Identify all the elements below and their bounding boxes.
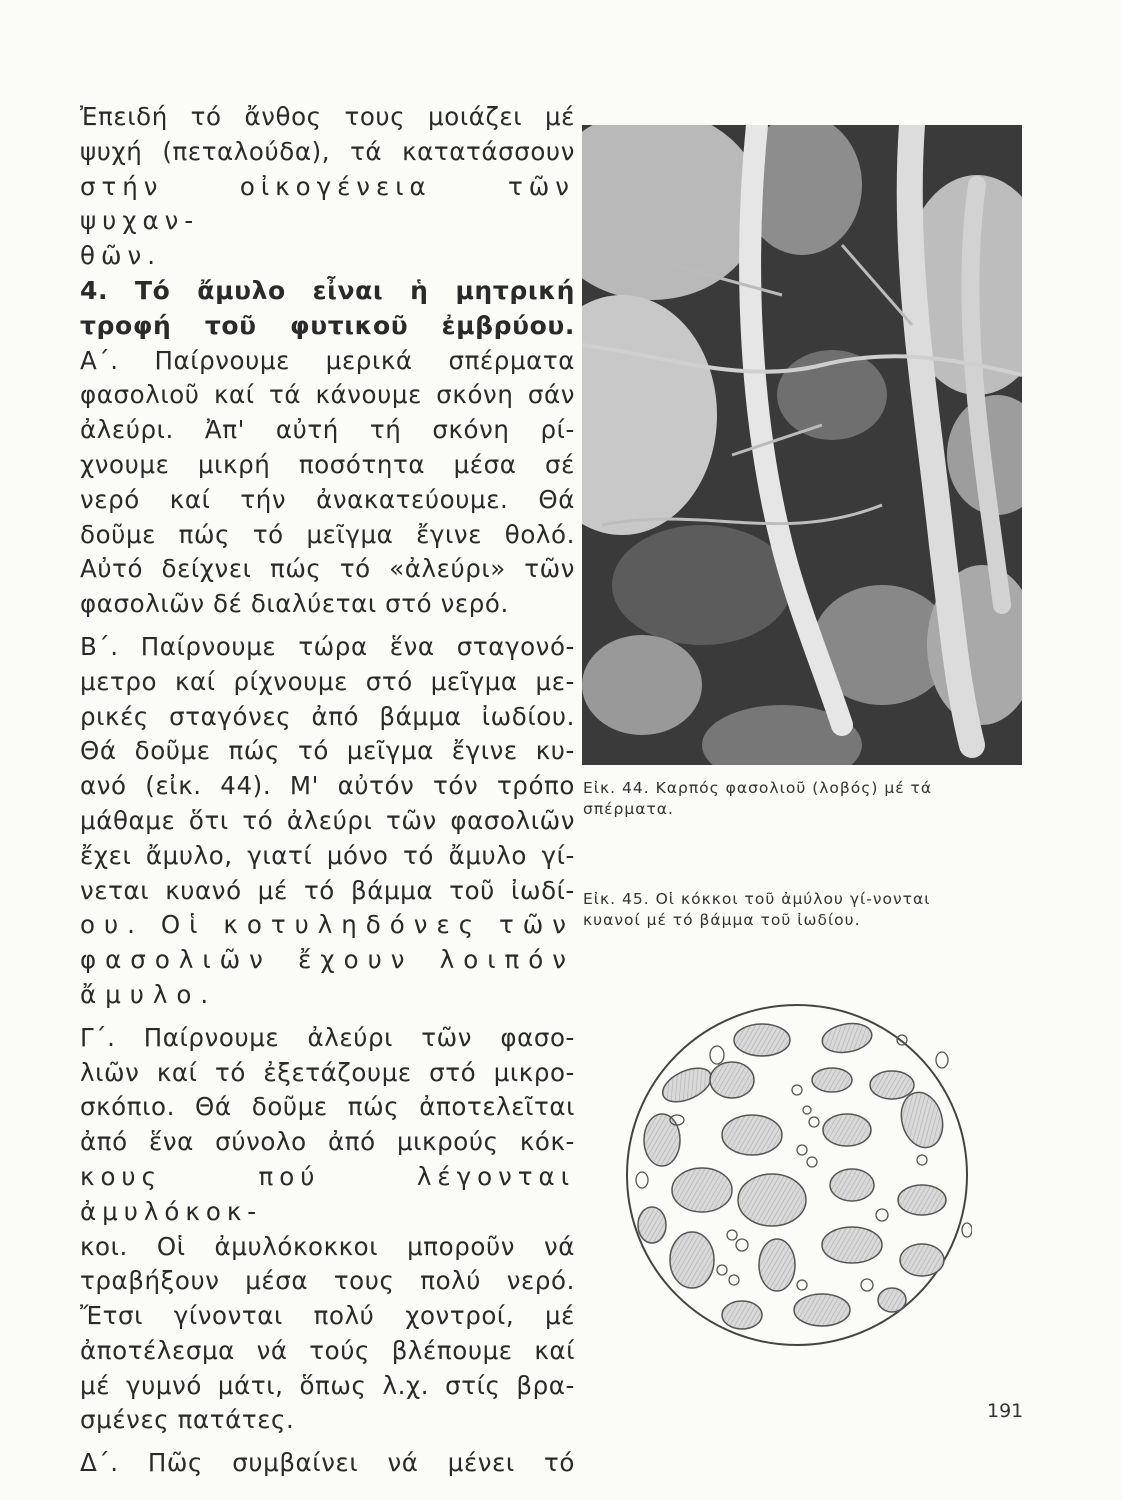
bean-plant-photo: [582, 125, 1022, 765]
text-line: Ἔτσι γίνονται πολύ χοντροί, μέ: [80, 1301, 575, 1331]
section-heading: τροφή τοῦ φυτικοῦ ἐμβρύου.: [80, 310, 575, 340]
text-line: σμένες πατάτες.: [80, 1405, 295, 1435]
text-line: χνουμε μικρή ποσότητα μέσα σέ: [80, 449, 575, 479]
text-line: μέ γυμνό μάτι, ὅπως λ.χ. στίς βρα-: [80, 1370, 575, 1400]
text-line: στήν οἰκογένεια τῶν ψυχαν-: [80, 171, 575, 236]
text-line: ψυχή (πεταλούδα), τά κατατάσσουν: [80, 136, 575, 166]
text-line: ἀποτέλεσμα νά τούς βλέπουμε καί: [80, 1335, 575, 1365]
text-line: Α΄. Παίρνουμε μερικά σπέρματα: [80, 345, 575, 375]
text-line: σκόπιο. Θά δοῦμε πώς ἀποτελεῖται: [80, 1092, 575, 1122]
text-line: Ἐπειδή τό ἄνθος τους μοιάζει μέ: [80, 102, 575, 131]
text-line: ἔχει ἄμυλο, γιατί μόνο τό ἄμυλο γί-: [80, 840, 575, 870]
text-line: κους πού λέγονται ἀμυλόκοκ-: [80, 1161, 575, 1226]
text-line: νεται κυανό μέ τό βάμμα τοῦ ἰωδί-: [80, 875, 575, 905]
text-line: μετρο καί ρίχνουμε στό μεῖγμα με-: [80, 666, 575, 696]
text-line: Β΄. Παίρνουμε τώρα ἕνα σταγονό-: [80, 631, 575, 661]
text-line: ἄμυλο.: [80, 979, 218, 1009]
text-line: ἀπό ἕνα σύνολο ἀπό μικρούς κόκ-: [80, 1127, 575, 1157]
text-line: λιῶν καί τό ἐξετάζουμε στό μικρο-: [80, 1057, 575, 1087]
text-line: νερό καί τήν ἀνακατεύουμε. Θά: [80, 484, 575, 514]
text-line: μάθαμε ὅτι τό ἀλεύρι τῶν φασολιῶν: [80, 805, 575, 835]
text-line: φασολιῶν ἔχουν λοιπόν: [80, 945, 575, 975]
figure-45-caption: Εἰκ. 45. Οἱ κόκκοι τοῦ ἀμύλου γί-νονται κυανοί μέ τό βάμμα τοῦ ἰωδίου.: [583, 890, 931, 929]
starch-grains-micrograph: [622, 1000, 972, 1350]
text-line: δοῦμε πώς τό μεῖγμα ἔγινε θολό.: [80, 519, 575, 549]
text-line: τραβήξουν μέσα τους πολύ νερό.: [80, 1266, 575, 1296]
text-line: ἀλεύρι. Ἀπ' αὐτή τή σκόνη ρί-: [80, 415, 575, 445]
section-heading: 4. Τό ἄμυλο εἶναι ἡ μητρική: [80, 275, 575, 305]
text-line: φασολιοῦ καί τά κάνουμε σκόνη σάν: [80, 380, 575, 410]
text-line: Δ΄. Πῶς συμβαίνει νά μένει τό: [80, 1448, 575, 1478]
text-line: Θά δοῦμε πώς τό μεῖγμα ἔγινε κυ-: [80, 736, 575, 766]
text-line: φασολιῶν δέ διαλύεται στό νερό.: [80, 589, 509, 619]
text-line: ανό (εἰκ. 44). Μ' αὐτόν τόν τρόπο: [80, 771, 575, 801]
main-text-column: [80, 100, 575, 1481]
page-number: 191: [987, 1400, 1024, 1422]
text-line: ρικές σταγόνες ἀπό βάμμα ἰωδίου.: [80, 701, 575, 731]
text-line: Γ΄. Παίρνουμε ἀλεύρι τῶν φασο-: [80, 1022, 575, 1052]
text-line: ου. Οἱ κοτυληδόνες τῶν: [80, 910, 575, 940]
figure-44-caption: Εἰκ. 44. Καρπός φασολιοῦ (λοβός) μέ τά σπέρματα.: [583, 779, 933, 818]
text-line: θῶν.: [80, 241, 161, 271]
text-line: Αὐτό δείχνει πώς τό «ἀλεύρι» τῶν: [80, 554, 575, 584]
text-line: κοι. Οἱ ἀμυλόκοκκοι μποροῦν νά: [80, 1231, 575, 1261]
